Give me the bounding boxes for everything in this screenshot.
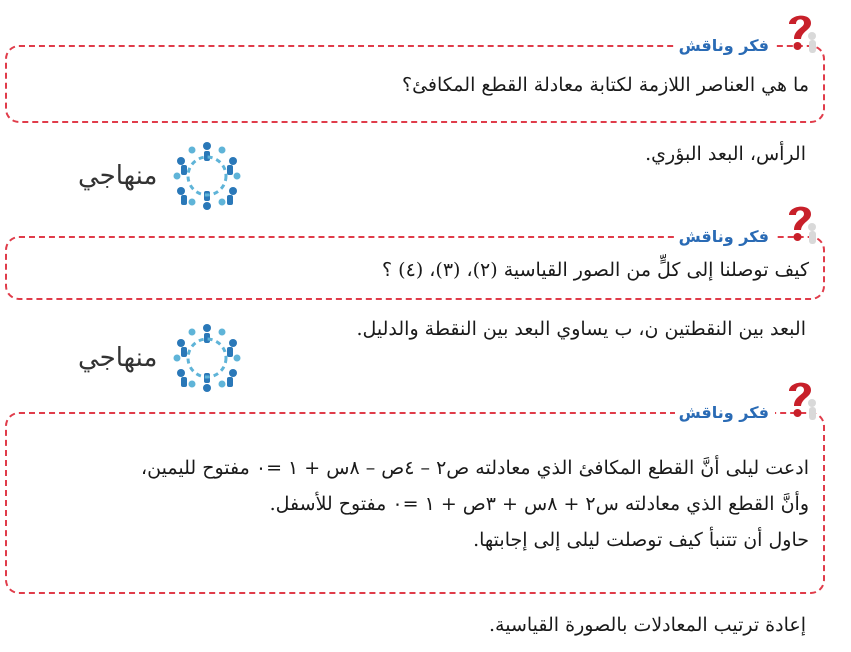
question-text: ما هي العناصر اللازمة لكتابة معادلة القطع المكافئ؟: [402, 74, 809, 96]
people-circle-icon: [163, 318, 251, 398]
badge-label: فكر وناقش: [678, 226, 769, 246]
think-discuss-badge: [675, 397, 775, 427]
think-discuss-badge: [675, 30, 775, 60]
answer-text: إعادة ترتيب المعادلات بالصورة القياسية.: [489, 614, 806, 636]
question-text: [21, 450, 809, 558]
manhaji-logo: [78, 136, 251, 216]
discussion-box-3: [5, 402, 825, 594]
discussion-box-1: [5, 35, 825, 123]
question-line: وأنَّ القطع الذي معادلته س٢ + ٨س + ٣ص + ١ =٠ مفتوح للأسفل.: [269, 493, 809, 515]
discussion-box-2: [5, 226, 825, 300]
question-text: كيف توصلنا إلى كلٍّ من الصور القياسية (٢)، (٣)، (٤) ؟: [382, 259, 809, 281]
answer-text: البعد بين النقطتين ن، ب يساوي البعد بين النقطة والدليل.: [356, 318, 806, 340]
badge-label: فكر وناقش: [678, 402, 769, 422]
people-circle-icon: [163, 136, 251, 216]
question-mark-figure-icon: [779, 199, 821, 247]
question-mark-figure-icon: [779, 375, 821, 423]
answer-text: الرأس، البعد البؤري.: [645, 143, 806, 165]
manhaji-logo: [78, 318, 251, 398]
think-discuss-badge: [675, 221, 775, 251]
badge-label: فكر وناقش: [678, 35, 769, 55]
logo-text: منهاجي: [78, 161, 158, 191]
question-mark-figure-icon: [779, 8, 821, 56]
question-line: حاول أن تتنبأ كيف توصلت ليلى إلى إجابتها.: [473, 529, 809, 551]
logo-text: منهاجي: [78, 343, 158, 373]
question-line: ادعت ليلى أنَّ القطع المكافئ الذي معادلته ص٢ – ٤ص – ٨س + ١ =٠ مفتوح لليمين،: [141, 457, 809, 479]
